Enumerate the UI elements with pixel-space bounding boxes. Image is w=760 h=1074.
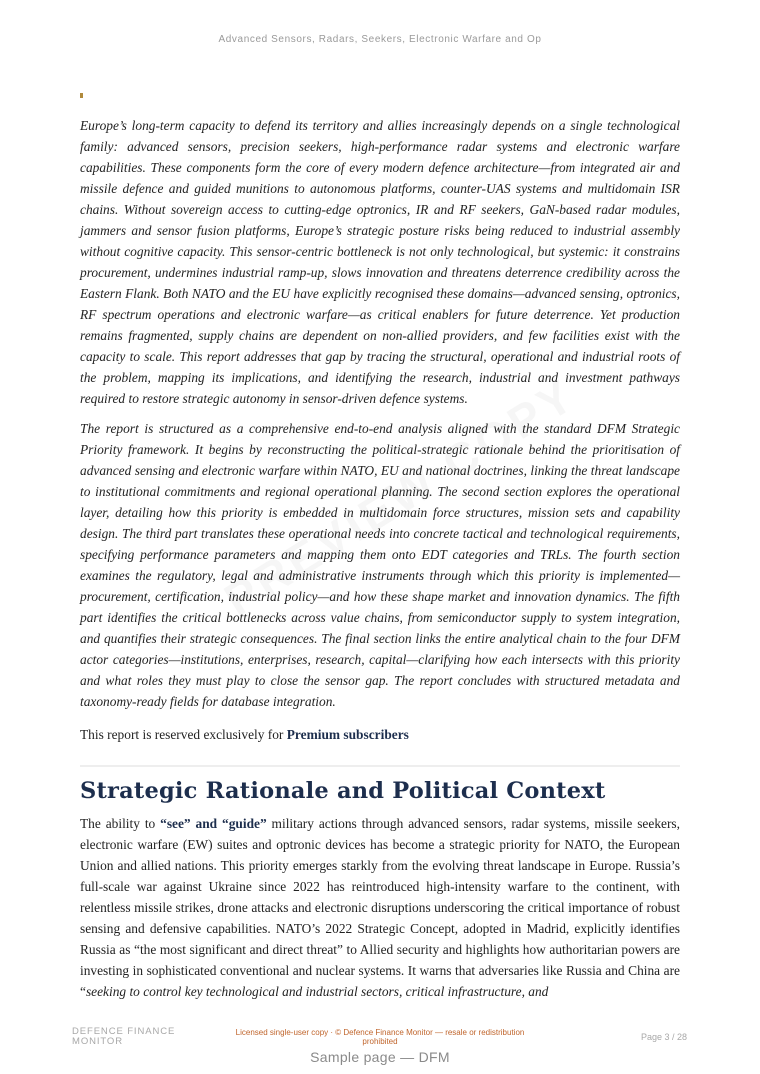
- section-paragraph-start: The ability to: [80, 816, 161, 831]
- premium-notice: [80, 724, 680, 745]
- footer-logo-line-2: MONITOR: [72, 1035, 123, 1047]
- footer-logo: [72, 1027, 175, 1046]
- page-number: Page 3 / 28: [640, 1032, 687, 1042]
- intro-paragraph-1: Europe’s long-term capacity to defend its territory and allies increasingly depends on a single technological family: advanced sensors, precision seekers, high-performance radar systems and electronic warfare capabilities. These components form the core of every modern defence architecture—from integrated air and missile defence and guided munitions to autonomous platforms, counter-UAS systems and multidomain ISR chains. Without sovereign access to cutting-edge optronics, IR and RF seekers, GaN-based radar modules, jammers and sensor fusion platforms, Europe’s strategic posture risks being reduced to industrial assembly without cognitive capacity. This sensor-centric bottleneck is not only technological, but systemic: it constrains procurement, undermines industrial ramp-up, slows innovation and threatens deterrence credibility across the Eastern Flank. Both NATO and the EU have explicitly recognised these domains—advanced sensing, optronics, RF spectrum operations and electronic warfare—as critical enablers for future deterrence. Yet production remains fragmented, supply chains are dependent on non-allied providers, and few facilities exist with the capacity to scale. This report addresses that gap by tracing the structural, operational and industrial roots of the problem, mapping its implications, and identifying the research, industrial and investment pathways required to restore strategic autonomy in sensor-driven defence systems.: [80, 118, 680, 406]
- section-divider: [80, 765, 680, 767]
- section-paragraph-quote: seeking to control key technological and industrial sectors, critical infrastructure, and: [85, 984, 549, 999]
- premium-notice-prefix: This report is reserved exclusively for: [80, 727, 287, 742]
- running-header: Advanced Sensors, Radars, Seekers, Electronic Warfare and Op: [218, 34, 542, 45]
- premium-subscribers-label: Premium subscribers: [286, 727, 409, 742]
- section-paragraph-emphasis: “see” and “guide”: [160, 816, 267, 831]
- footer-license: Licensed single-user copy · © Defence Finance Monitor — resale or redistribution prohibited: [235, 1028, 525, 1046]
- section-paragraph: [80, 813, 680, 1002]
- sample-page-label: Sample page — DFM: [310, 1049, 450, 1065]
- intro-paragraph-2: The report is structured as a comprehensive end-to-end analysis aligned with the standard DFM Strategic Priority framework. It begins by reconstructing the political-strategic rationale behind the prioritisation of advanced sensing and electronic warfare within NATO, EU and national doctrines, linking the threat landscape to institutional commitments and regional operational planning. The second section explores the operational layer, detailing how this priority is embedded in multidomain force structures, mission sets and capability design. The third part translates these operational needs into concrete tactical and technological requirements, specifying performance parameters and mapping them onto EDT categories and TRLs. The fourth section examines the regulatory, legal and administrative instruments through which this priority is implemented—procurement, certification, industrial policy—and how these shape market and innovation dynamics. The fifth part identifies the critical bottlenecks across value chains, from semiconductor supply to system integration, and quantifies their strategic consequences. The final section links the entire analytical chain to the four DFM actor categories—institutions, enterprises, research, capital—clarifying how each intersects with this priority and what roles they must play to close the sensor gap. The report concludes with structured metadata and taxonomy-ready fields for database integration.: [80, 421, 680, 709]
- page-content: [80, 115, 680, 1002]
- section-heading: Strategic Rationale and Political Context: [80, 778, 606, 804]
- section-marker: [80, 93, 83, 98]
- section-paragraph-body: military actions through advanced sensors, radar systems, missile seekers, electronic warfare (EW) suites and optronic devices has become a strategic priority for NATO, the European Union and allied nations. This priority emerges starkly from the evolving threat landscape in Europe. Russia’s full-scale war against Ukraine since 2022 has reintroduced high-intensity warfare to the continent, with relentless missile strikes, drone attacks and electronic disruptions underscoring the critical importance of robust sensing and defensive capabilities. NATO’s 2022 Strategic Concept, adopted in Madrid, explicitly identifies Russia as “the most significant and direct threat” to Allied security and highlights how authoritarian powers are investing in sophisticated conventional and nuclear systems. It warns that adversaries like Russia and China are “: [80, 816, 680, 999]
- footer-logo-line-1: DEFENCE FINANCE: [72, 1026, 176, 1037]
